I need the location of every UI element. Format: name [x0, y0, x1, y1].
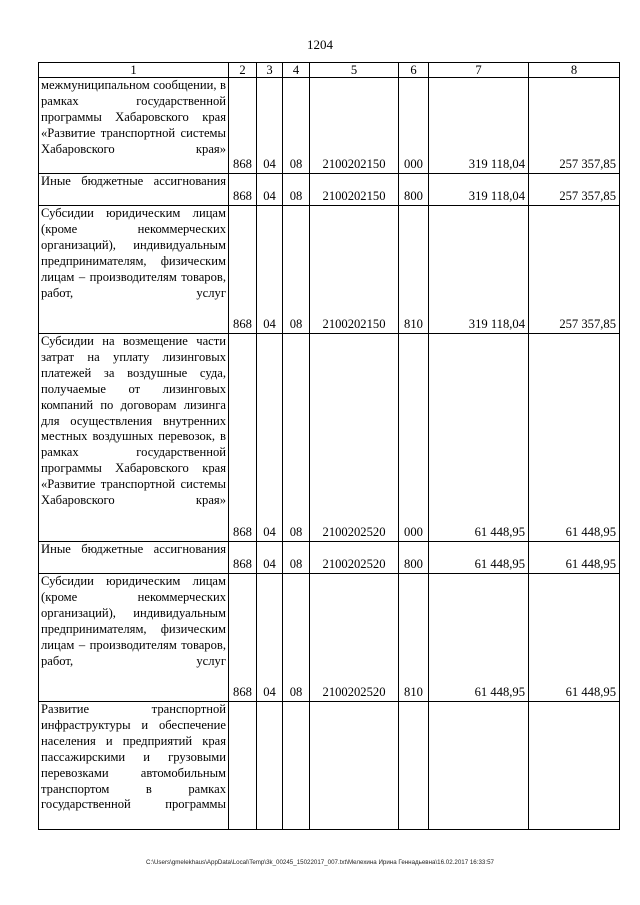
table-row	[39, 334, 620, 542]
cell-c3: 04	[257, 334, 283, 542]
col-header-8: 8	[529, 63, 620, 78]
cell-c7	[429, 702, 529, 830]
cell-c5: 2100202150	[310, 174, 399, 206]
cell-c4: 08	[283, 78, 310, 174]
table-row	[39, 206, 620, 334]
cell-c7: 319 118,04	[429, 174, 529, 206]
cell-c4: 08	[283, 334, 310, 542]
table-row	[39, 174, 620, 206]
cell-c6: 000	[399, 334, 429, 542]
cell-c5: 2100202150	[310, 78, 399, 174]
cell-c5: 2100202520	[310, 542, 399, 574]
cell-c2: 868	[229, 542, 257, 574]
cell-c2: 868	[229, 574, 257, 702]
cell-c5: 2100202150	[310, 206, 399, 334]
file-path-footer: C:\Users\gmelekhaus\AppData\Local\Temp\3k_00245_15022017_007.txt\Мелехина Ирина Геннадьевна\16.02.2017 16:33:57	[146, 859, 494, 866]
row-description: межмуниципальном сообщении, в рамках государственной программы Хабаровского края «Развитие транспортной системы Хабаровского края»	[39, 78, 229, 174]
cell-c8: 257 357,85	[529, 78, 620, 174]
table-header-row	[39, 63, 620, 78]
cell-c7: 61 448,95	[429, 542, 529, 574]
cell-c7: 319 118,04	[429, 206, 529, 334]
cell-c5	[310, 702, 399, 830]
cell-c2: 868	[229, 334, 257, 542]
row-description: Иные бюджетные ассигнования	[39, 542, 229, 574]
cell-c3: 04	[257, 78, 283, 174]
cell-c2: 868	[229, 78, 257, 174]
col-header-5: 5	[310, 63, 399, 78]
cell-c8: 257 357,85	[529, 206, 620, 334]
cell-c3	[257, 702, 283, 830]
cell-c4: 08	[283, 206, 310, 334]
cell-c4	[283, 702, 310, 830]
col-header-3: 3	[257, 63, 283, 78]
row-description: Субсидии юридическим лицам (кроме некоммерческих организаций), индивидуальным предпринимателям, физическим лицам – производителям товаров, работ, услуг	[39, 574, 229, 702]
cell-c8: 61 448,95	[529, 542, 620, 574]
cell-c2	[229, 702, 257, 830]
col-header-1: 1	[39, 63, 229, 78]
cell-c3: 04	[257, 206, 283, 334]
col-header-7: 7	[429, 63, 529, 78]
cell-c6	[399, 702, 429, 830]
table-row	[39, 574, 620, 702]
budget-table	[38, 62, 620, 830]
cell-c8	[529, 702, 620, 830]
cell-c6: 000	[399, 78, 429, 174]
cell-c3: 04	[257, 574, 283, 702]
cell-c7: 61 448,95	[429, 574, 529, 702]
col-header-6: 6	[399, 63, 429, 78]
cell-c3: 04	[257, 542, 283, 574]
col-header-2: 2	[229, 63, 257, 78]
cell-c4: 08	[283, 542, 310, 574]
row-description: Субсидии на возмещение части затрат на уплату лизинговых платежей за воздушные суда, получаемые от лизинговых компаний по договорам лизинга для осуществления внутренних местных воздушных перевозок, в рамках государственной программы Хабаровского края «Развитие транспортной системы Хабаровского края»	[39, 334, 229, 542]
cell-c2: 868	[229, 174, 257, 206]
cell-c7: 61 448,95	[429, 334, 529, 542]
cell-c4: 08	[283, 574, 310, 702]
cell-c6: 810	[399, 206, 429, 334]
cell-c3: 04	[257, 174, 283, 206]
cell-c8: 61 448,95	[529, 574, 620, 702]
cell-c8: 61 448,95	[529, 334, 620, 542]
cell-c5: 2100202520	[310, 574, 399, 702]
cell-c6: 800	[399, 174, 429, 206]
row-description: Субсидии юридическим лицам (кроме некоммерческих организаций), индивидуальным предпринимателям, физическим лицам – производителям товаров, работ, услуг	[39, 206, 229, 334]
col-header-4: 4	[283, 63, 310, 78]
cell-c6: 810	[399, 574, 429, 702]
page-number: 1204	[307, 37, 333, 52]
table-row	[39, 78, 620, 174]
row-description: Иные бюджетные ассигнования	[39, 174, 229, 206]
cell-c8: 257 357,85	[529, 174, 620, 206]
cell-c7: 319 118,04	[429, 78, 529, 174]
cell-c4: 08	[283, 174, 310, 206]
table-row	[39, 542, 620, 574]
cell-c5: 2100202520	[310, 334, 399, 542]
table-row	[39, 702, 620, 830]
cell-c2: 868	[229, 206, 257, 334]
cell-c6: 800	[399, 542, 429, 574]
row-description: Развитие транспортной инфраструктуры и обеспечение населения и предприятий края пассажирскими и грузовыми перевозками автомобильным транспортом в рамках государственной программы	[39, 702, 229, 830]
